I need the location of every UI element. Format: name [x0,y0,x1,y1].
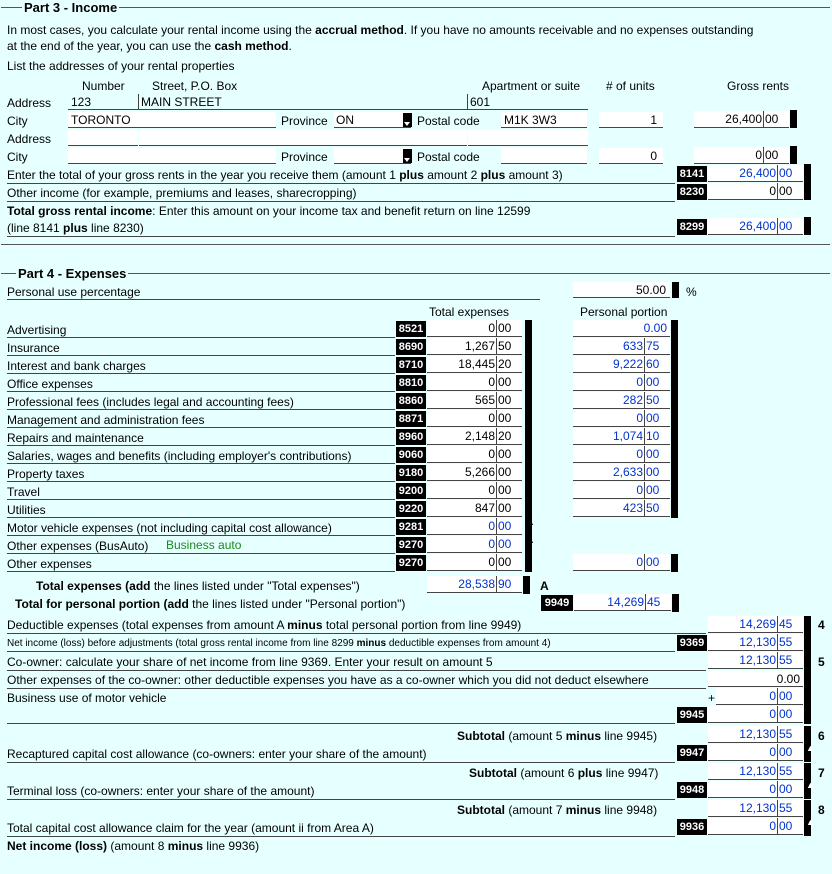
expense-personal-field[interactable]: 282 50 [573,392,670,409]
total-gross-rental-label-1: Total gross rental income: Enter this amount on your income tax and benefit return on line 12599 [7,204,531,218]
col-total-expenses-header: Total expenses [429,305,510,319]
subtotal-8-label: Subtotal (amount 7 minus line 9948) [457,803,658,817]
line-code-9200: 9200 [396,483,426,499]
postal-label: Postal code [417,114,480,128]
expense-label: Salaries, wages and benefits (including employer's contributions) [7,449,352,463]
expense-personal-field[interactable]: 423 50 [573,500,670,517]
part3-intro-line1: In most cases, you calculate your rental income using the accrual method. If you have no amounts receivable and no expenses outstanding [7,23,754,37]
line-code-9948: 9948 [677,782,707,798]
line-code-8710: 8710 [396,357,426,373]
expense-total-field[interactable]: 0 00 [427,320,522,337]
expense-label: Office expenses [7,377,93,391]
expense-personal-field[interactable]: 0.00 [573,320,670,337]
expense-label: Utilities [7,503,46,517]
total-gross-rental-label-2: (line 8141 plus line 8230) [7,221,144,235]
other-coowner-expenses-label: Other expenses of the co-owner: other deductible expenses you have as a co-owner which you did not deduct elsewhere [7,673,649,687]
amount-a-letter: A [540,579,549,593]
expense-personal-field[interactable]: 2,633 00 [573,464,670,481]
caret-up-icon: ▲ [806,743,815,753]
expense-total-field[interactable]: 0 00 [427,374,522,391]
chevron-down-icon[interactable] [403,113,412,127]
line-code-8960: 8960 [396,429,426,445]
expense-total-field[interactable]: 18,445 20 [427,356,522,373]
col-gross-header: Gross rents [727,79,790,93]
total-expenses-field[interactable]: 28,538 90 [427,576,522,593]
caret-up-icon: ▲ [526,535,535,545]
line-code-9180: 9180 [396,465,426,481]
expense-personal-field[interactable]: 633 75 [573,338,670,355]
line-code-9060: 9060 [396,447,426,463]
subtotal-8-field[interactable]: 12,130 55 [708,800,803,817]
address-street-field-2[interactable] [139,130,467,146]
caret-up-icon: ▲ [526,517,535,527]
line-8230-field[interactable]: 0 00 [708,183,803,200]
line-code-9945: 9945 [677,707,707,723]
other-coowner-expenses-field[interactable]: 0.00 [708,671,803,687]
business-motor-vehicle-field[interactable]: 0 00 [716,688,803,705]
total-cca-label: Total capital cost allowance claim for the year (amount ii from Area A) [7,821,374,835]
col-units-header: # of units [606,79,655,93]
total-expenses-label: Total expenses (add the lines listed under "Total expenses") [36,579,360,593]
line-8299-field[interactable]: 26,400 00 [708,218,803,235]
expense-personal-field[interactable]: 0 00 [573,446,670,463]
line-8141-field[interactable]: 26,400 00 [708,165,803,182]
amount-5-number: 5 [818,655,825,669]
expense-label: Repairs and maintenance [7,431,144,445]
expense-total-field[interactable]: 0 00 [427,518,522,535]
expense-label: Professional fees (includes legal and accounting fees) [7,395,294,409]
coowner-share-label: Co-owner: calculate your share of net income from line 9369. Enter your result on amount 5 [7,655,493,669]
net-income-before-label: Net income (loss) before adjustments (total gross rental income from line 8299 minus deductible expenses from amount 4) [7,638,551,649]
expense-label: Advertising [7,323,67,337]
subtotal-6-field[interactable]: 12,130 55 [708,726,803,743]
expense-total-field[interactable]: 1,267 50 [427,338,522,355]
address-number-field[interactable]: 123 [68,94,138,110]
line-code-8860: 8860 [396,393,426,409]
total-personal-label: Total for personal portion (add the lines listed under "Personal portion") [15,597,406,611]
deductible-expenses-field[interactable]: 14,269 45 [708,616,803,633]
net-income-final-label: Net income (loss) (amount 8 minus line 9936) [7,839,260,853]
line-code-8810: 8810 [396,375,426,391]
part3-intro-line2: at the end of the year, you can use the cash method. [7,39,292,53]
expense-total-field[interactable]: 847 00 [427,500,522,517]
business-motor-vehicle-label: Business use of motor vehicle [7,691,167,705]
province-label: Province [281,114,328,128]
gross-rents-field-1[interactable]: 26,400 00 [694,111,789,128]
expense-label: Management and administration fees [7,413,205,427]
busauto-note[interactable]: Business auto [166,538,242,552]
expense-total-field[interactable]: 2,148 20 [427,428,522,445]
line-code-8871: 8871 [396,411,426,427]
line-code-8299: 8299 [677,219,707,235]
caret-up-icon: ▲ [806,817,815,827]
expense-total-field[interactable]: 5,266 00 [427,464,522,481]
expense-total-field[interactable]: 0 00 [427,446,522,463]
province-label-2: Province [281,150,328,164]
subtotal-6-label: Subtotal (amount 5 minus line 9945) [457,729,658,743]
postal-field[interactable]: M1K 3W3 [501,112,587,128]
line-code-8690: 8690 [396,339,426,355]
province-select[interactable]: ON [334,112,411,128]
col-apt-header: Apartment or suite [482,79,581,93]
expense-label: Insurance [7,341,60,355]
col-number-header: Number [82,79,125,93]
other-income-label: Other income (for example, premiums and leases, sharecropping) [7,186,357,200]
terminal-loss-field[interactable]: 0 00 [708,781,803,798]
expense-label: Property taxes [7,467,85,481]
units-field-2[interactable]: 0 [599,148,663,164]
expense-label: Other expenses [7,557,92,571]
expense-personal-field[interactable]: 0 00 [573,482,670,499]
city-label: City [7,114,28,128]
amount-8-number: 8 [818,803,825,817]
expense-label: Motor vehicle expenses (not including capital cost allowance) [7,521,332,535]
address-number-field-2[interactable] [68,130,138,146]
amount-6-number: 6 [818,729,825,743]
deductible-expenses-label: Deductible expenses (total expenses from amount A minus total personal portion from line 9949) [7,618,522,632]
expense-personal-field[interactable]: 0 00 [573,554,670,571]
expense-label: Other expenses (BusAuto) [7,539,149,553]
gross-rents-field-2[interactable]: 0 00 [694,147,789,164]
expense-total-field[interactable]: 0 00 [427,554,522,571]
line-code-9936: 9936 [677,819,707,835]
expense-label: Travel [7,485,40,499]
address-street-field[interactable]: MAIN STREET [139,94,467,110]
address-apt-field[interactable]: 601 [468,94,588,110]
recaptured-cca-label: Recaptured capital cost allowance (co-owners: enter your share of the amount) [7,747,427,761]
address-label: Address [7,96,52,110]
line-code-9369: 9369 [677,635,707,651]
line-code-8521: 8521 [396,321,426,337]
line-code-9281: 9281 [396,519,426,535]
line-code-9947: 9947 [677,745,707,761]
expense-personal-field[interactable]: 0 00 [573,374,670,391]
city-field-2[interactable] [68,148,276,164]
coowner-share-field[interactable]: 12,130 55 [708,652,803,669]
plus-sign: + [708,691,716,705]
line-code-8230: 8230 [677,184,707,200]
expense-personal-field[interactable]: 1,074 10 [573,428,670,445]
terminal-loss-label: Terminal loss (co-owners: enter your share of the amount) [7,784,315,798]
city-label-2: City [7,150,28,164]
line-code-9220: 9220 [396,501,426,517]
line-code-9949: 9949 [541,595,573,611]
expense-personal-field[interactable]: 0 00 [573,410,670,427]
expense-total-field[interactable]: 0 00 [427,536,522,553]
net-income-before-field[interactable]: 12,130 55 [708,634,803,651]
expense-total-field[interactable]: 565 00 [427,392,522,409]
city-field[interactable]: TORONTO [68,112,276,128]
recaptured-cca-field[interactable]: 0 00 [708,744,803,761]
subtotal-7-label: Subtotal (amount 6 plus line 9947) [469,766,659,780]
line-code-8141: 8141 [677,166,707,182]
line-code-9270: 9270 [396,555,426,571]
total-cca-field[interactable]: 0 00 [708,818,803,835]
part3-title: Part 3 - Income [24,0,118,15]
part4-title: Part 4 - Expenses [18,266,127,281]
expense-label: Interest and bank charges [7,359,146,373]
postal-field-2[interactable] [501,148,587,164]
col-personal-portion-header: Personal portion [580,305,668,319]
expense-total-field[interactable]: 0 00 [427,410,522,427]
personal-use-percentage-field[interactable]: 50.00 [573,282,670,298]
col-street-header: Street, P.O. Box [152,79,238,93]
list-addresses-label: List the addresses of your rental properties [7,59,235,73]
chevron-down-icon[interactable] [403,149,412,163]
units-field[interactable]: 1 [599,112,663,128]
line-9945-field[interactable]: 0 00 [708,706,803,723]
total-personal-field[interactable]: 14,269 45 [574,594,671,611]
expense-total-field[interactable]: 0 00 [427,482,522,499]
personal-use-label: Personal use percentage [7,285,141,299]
address-label-2: Address [7,132,52,146]
province-select-2[interactable] [334,148,411,164]
line-code-9270: 9270 [396,537,426,553]
address-apt-field-2[interactable] [468,130,588,146]
amount-4-number: 4 [818,618,825,632]
amount-7-number: 7 [818,766,825,780]
total-gross-rents-label: Enter the total of your gross rents in the year you receive them (amount 1 plus amount 2 plus amount 3) [7,168,563,182]
expense-personal-field[interactable]: 9,222 60 [573,356,670,373]
subtotal-7-field[interactable]: 12,130 55 [708,763,803,780]
percent-sign: % [686,285,697,299]
postal-label-2: Postal code [417,150,480,164]
caret-up-icon: ▲ [806,780,815,790]
